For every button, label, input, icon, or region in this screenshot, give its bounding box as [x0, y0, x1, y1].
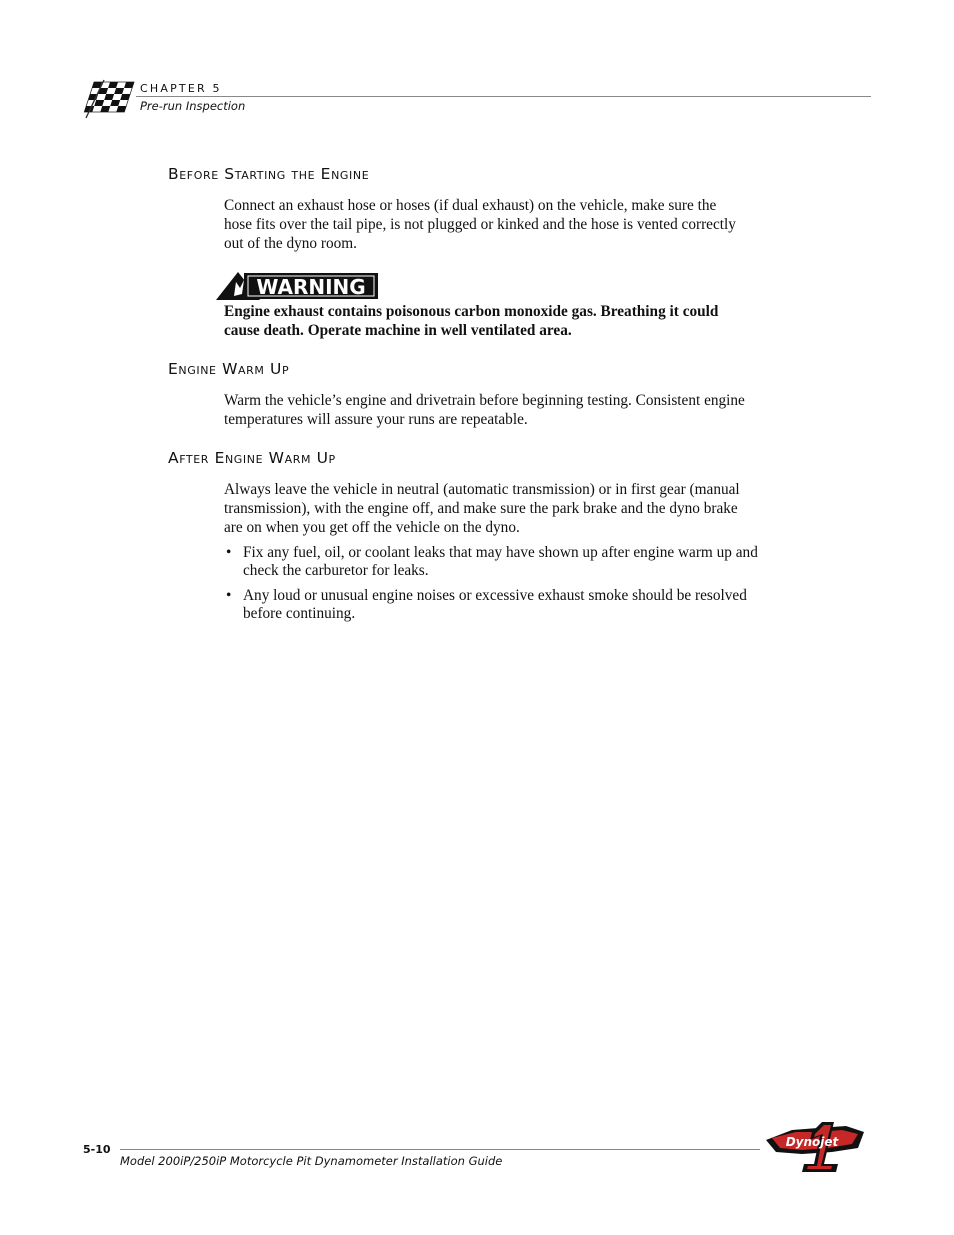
svg-text:Dynojet: Dynojet [785, 1135, 839, 1149]
checkered-flag-icon [80, 76, 136, 120]
footer-title: Model 200iP/250iP Motorcycle Pit Dynamometer Installation Guide [120, 1154, 503, 1168]
footer-divider [120, 1149, 760, 1150]
warning-banner [214, 270, 380, 302]
heading-after-warm-up: After Engine Warm Up [168, 449, 336, 467]
section-subtitle: Pre-run Inspection [140, 99, 246, 113]
chapter-label: CHAPTER 5 [140, 82, 222, 95]
page-number: 5-10 [83, 1143, 111, 1156]
heading-before-starting: Before Starting the Engine [168, 165, 370, 183]
bullet-icon: • [226, 587, 232, 604]
paragraph-engine-warm-up: Warm the vehicle’s engine and drivetrain before beginning testing. Consistent engine temperatures will assure your runs are repeatable. [224, 392, 745, 428]
bullet-icon: • [226, 544, 232, 561]
heading-engine-warm-up: Engine Warm Up [168, 360, 290, 378]
paragraph-before-starting: Connect an exhaust hose or hoses (if dual exhaust) on the vehicle, make sure the hose fits over the tail pipe, is not plugged or kinked and the hose is vented correctly out of the dyno room. [224, 197, 736, 252]
header-divider [136, 96, 871, 97]
warning-text: Engine exhaust contains poisonous carbon monoxide gas. Breathing it could cause death. Operate machine in well ventilated area. [224, 303, 719, 339]
paragraph-after-warm-up: Always leave the vehicle in neutral (automatic transmission) or in first gear (manual transmission), with the engine off, and make sure the park brake and the dyno brake are on when you get off the vehicle on the dyno. [224, 481, 740, 536]
warning-label: WARNING [256, 275, 366, 299]
dynojet-logo-icon [762, 1120, 868, 1182]
